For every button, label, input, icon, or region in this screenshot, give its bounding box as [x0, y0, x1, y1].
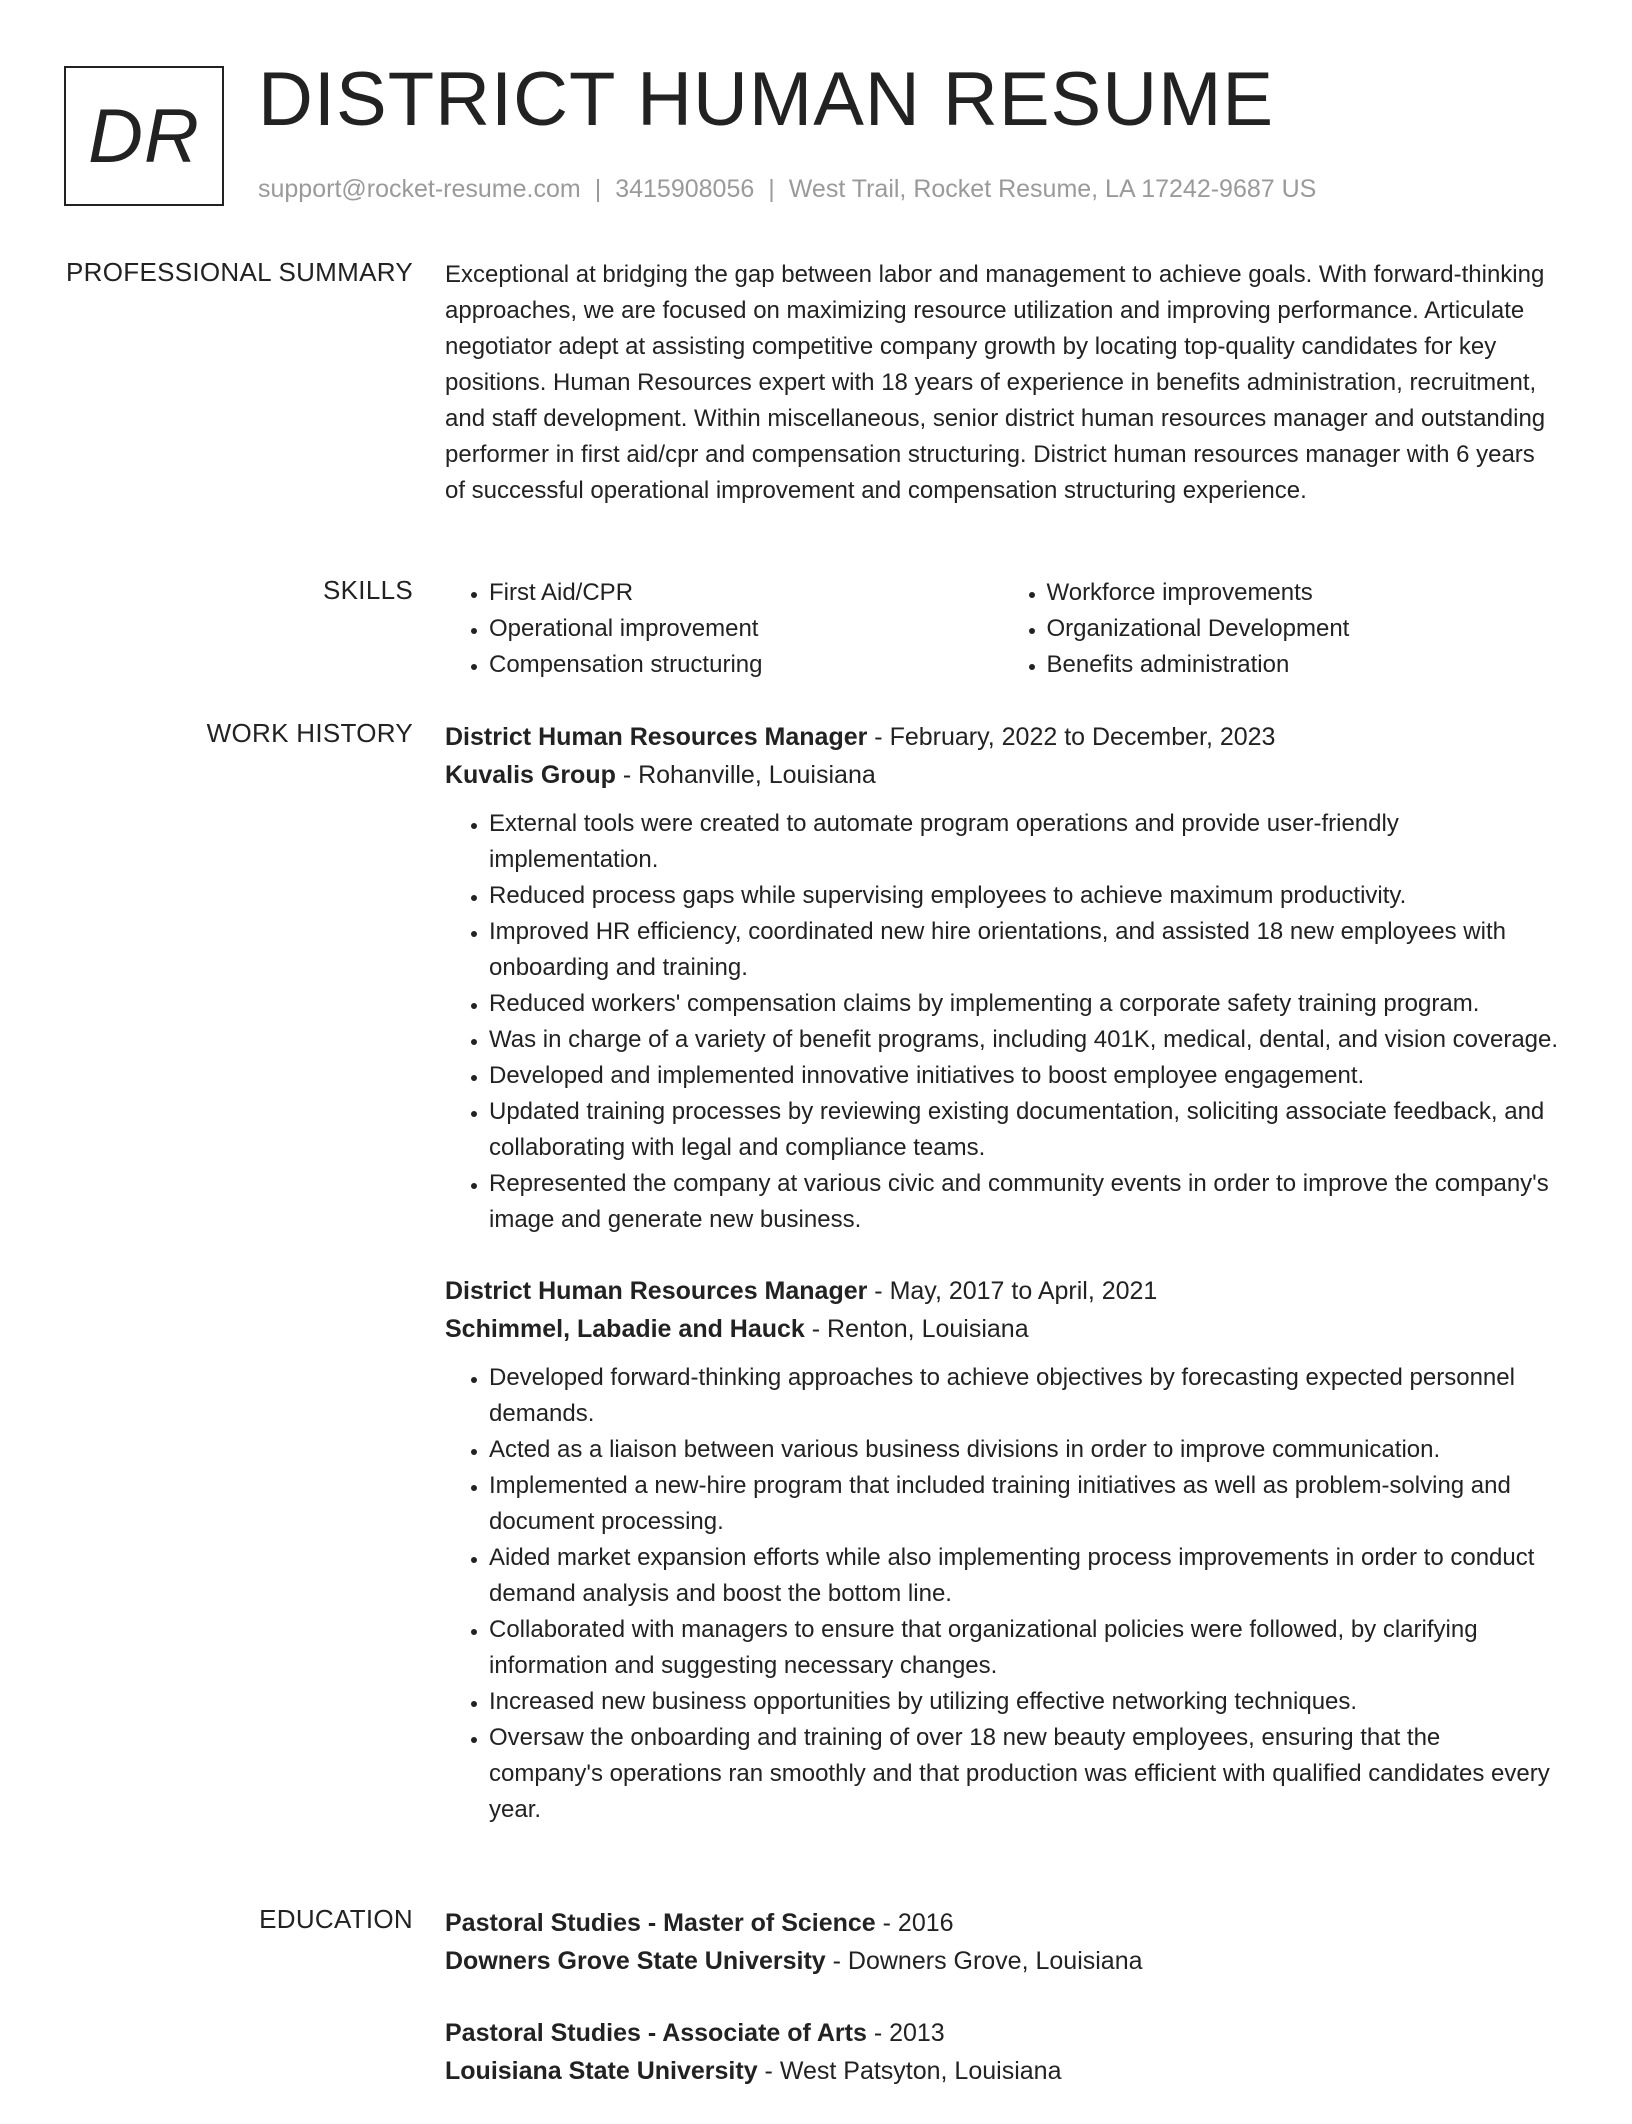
school-name: Downers Grove State University [445, 1947, 826, 1975]
job-bullet: • Reduced process gaps while supervising employees to achieve maximum productivity. [489, 878, 1560, 914]
job-bullet: • Improved HR efficiency, coordinated new hire orientations, and assisted 18 new employees with onboarding and training. [489, 914, 1560, 986]
school-line [445, 1942, 1560, 1980]
degree: Pastoral Studies - Master of Science [445, 1909, 876, 1937]
skills-column-1 [445, 575, 1003, 683]
job-bullet: • External tools were created to automate program operations and provide user-friendly implementation. [489, 806, 1560, 878]
job-bullet: • Developed and implemented innovative initiatives to boost employee engagement. [489, 1058, 1560, 1094]
job-title: District Human Resources Manager [445, 723, 868, 751]
section-label-education: EDUCATION [259, 1904, 413, 1934]
skills-list [445, 575, 1560, 683]
address: West Trail, Rocket Resume, LA 17242-9687 US [788, 175, 1317, 203]
company-line [445, 756, 1560, 794]
degree: Pastoral Studies - Associate of Arts [445, 2019, 867, 2047]
job-bullet: • Was in charge of a variety of benefit programs, including 401K, medical, dental, and vision coverage. [489, 1022, 1560, 1058]
job-title: District Human Resources Manager [445, 1277, 868, 1305]
section-label-skills: SKILLS [323, 575, 413, 605]
skill-item: • Operational improvement [489, 611, 1003, 647]
skill-item: • First Aid/CPR [489, 575, 1003, 611]
school-location: - Downers Grove, Louisiana [825, 1947, 1143, 1975]
education-entry [445, 1904, 1560, 1980]
job-entry [445, 718, 1560, 1238]
company-name: Schimmel, Labadie and Hauck [445, 1315, 805, 1343]
job-bullet: • Implemented a new-hire program that included training initiatives as well as problem-solving and document processing. [489, 1468, 1560, 1540]
job-dates: - May, 2017 to April, 2021 [867, 1277, 1158, 1305]
job-bullet: • Developed forward-thinking approaches to achieve objectives by forecasting expected personnel demands. [489, 1360, 1560, 1432]
job-bullet: • Increased new business opportunities by utilizing effective networking techniques. [489, 1684, 1560, 1720]
contact-separator: | [594, 175, 602, 203]
summary-content [445, 257, 1560, 509]
contact-line [258, 175, 1316, 204]
phone-number[interactable]: 3415908056 [615, 175, 755, 203]
contact-separator: | [768, 175, 775, 203]
job-bullet: • Collaborated with managers to ensure that organizational policies were followed, by clarifying information and suggesting necessary changes. [489, 1612, 1560, 1684]
skill-item: • Benefits administration [1047, 647, 1561, 683]
job-bullet: • Aided market expansion efforts while also implementing process improvements in order to conduct demand analysis and boost the bottom line. [489, 1540, 1560, 1612]
education-entry [445, 2014, 1560, 2090]
job-bullet: • Represented the company at various civic and community events in order to improve the company's image and generate new business. [489, 1166, 1560, 1238]
company-location: - Rohanville, Louisiana [615, 761, 876, 789]
job-bullet: • Oversaw the onboarding and training of over 18 new beauty employees, ensuring that the company's operations ran smoothly and that production was efficient with qualified candidates every year. [489, 1720, 1560, 1828]
summary-text: Exceptional at bridging the gap between labor and management to achieve goals. With forward-thinking approaches, we are focused on maximizing resource utilization and improving performance. Articulate negotiator adept at assisting competitive company growth by locating top-quality candidates for key positions. Human Resources expert with 18 years of experience in benefits administration, recruitment, and staff development. Within miscellaneous, senior district human resources manager and outstanding performer in first aid/cpr and compensation structuring. District human resources manager with 6 years of successful operational improvement and compensation structuring experience. [445, 261, 1546, 504]
school-line [445, 2052, 1560, 2090]
skill-item: • Workforce improvements [1047, 575, 1561, 611]
education-content [445, 1904, 1560, 2124]
section-label-work-history: WORK HISTORY [206, 718, 413, 748]
skill-item: • Organizational Development [1047, 611, 1561, 647]
resume-name: DISTRICT HUMAN RESUME [258, 57, 1275, 142]
job-dates: - February, 2022 to December, 2023 [867, 723, 1276, 751]
job-title-line [445, 1272, 1560, 1310]
section-label-summary: PROFESSIONAL SUMMARY [66, 257, 413, 287]
job-bullet: • Reduced workers' compensation claims by implementing a corporate safety training program. [489, 986, 1560, 1022]
school-location: - West Patsyton, Louisiana [757, 2057, 1062, 2085]
job-bullets [445, 806, 1560, 1238]
work-history-content [445, 718, 1560, 1862]
degree-year: - 2013 [866, 2019, 945, 2047]
company-line [445, 1310, 1560, 1348]
school-name: Louisiana State University [445, 2057, 758, 2085]
degree-line [445, 1904, 1560, 1942]
skill-item: • Compensation structuring [489, 647, 1003, 683]
skills-column-2 [1003, 575, 1561, 683]
degree-line [445, 2014, 1560, 2052]
job-bullet: • Updated training processes by reviewing existing documentation, soliciting associate feedback, and collaborating with legal and compliance teams. [489, 1094, 1560, 1166]
job-bullet: • Acted as a liaison between various business divisions in order to improve communication. [489, 1432, 1560, 1468]
job-title-line [445, 718, 1560, 756]
company-name: Kuvalis Group [445, 761, 616, 789]
company-location: - Renton, Louisiana [804, 1315, 1029, 1343]
email-link[interactable]: support@rocket-resume.com [258, 175, 581, 203]
job-bullets [445, 1360, 1560, 1828]
degree-year: - 2016 [875, 1909, 954, 1937]
job-entry [445, 1272, 1560, 1828]
monogram-logo: DR [64, 66, 224, 206]
